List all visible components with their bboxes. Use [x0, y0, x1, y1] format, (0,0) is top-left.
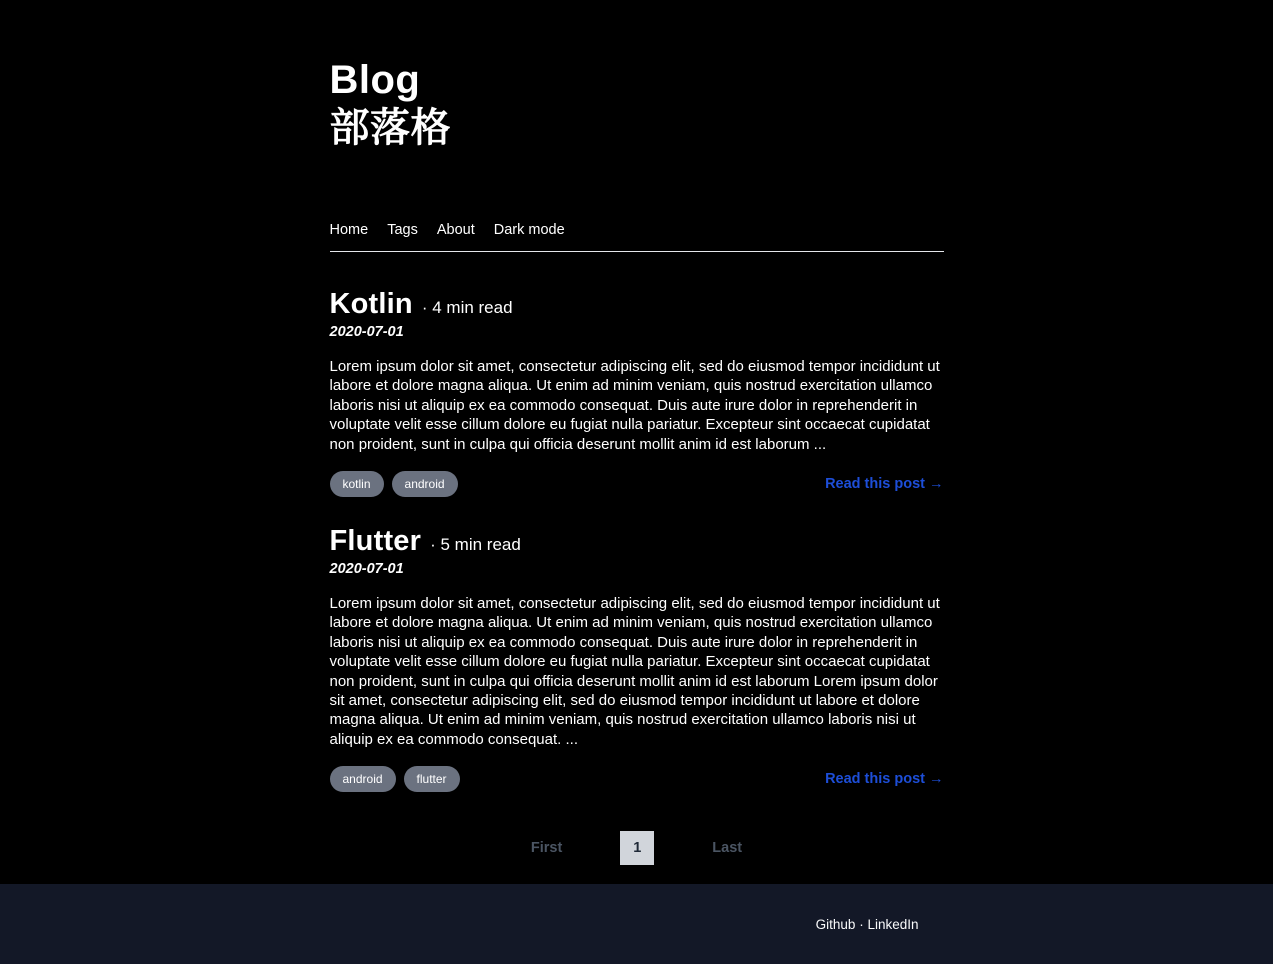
nav-link-home[interactable]: Home — [329, 222, 369, 238]
pagination-current-page[interactable]: 1 — [620, 831, 654, 865]
site-header — [330, 56, 944, 152]
post-excerpt: Lorem ipsum dolor sit amet, consectetur adipiscing elit, sed do eiusmod tempor incididunt ut labore et dolore magna aliqua. Ut enim ad minim veniam, quis nostrud exercitation ullamco laboris nisi ut aliquip ex ea commodo consequat. Duis aute irure dolor in reprehenderit in voluptate velit esse cillum dolore eu fugiat nulla pariatur. Excepteur sint occaecat cupidatat non proident, sunt in culpa qui officia deserunt mollit anim id est laborum ... — [329, 358, 940, 453]
read-post-link[interactable]: Read this post → — [825, 476, 944, 493]
main-nav — [330, 222, 944, 252]
footer-separator-dot: · — [859, 916, 864, 932]
post-footer — [330, 766, 944, 792]
post-read-time: · 4 min read — [421, 298, 513, 317]
tag-pill-kotlin[interactable]: kotlin — [330, 471, 384, 497]
pagination-first-link[interactable]: First — [530, 840, 563, 857]
nav-link-about[interactable]: About — [436, 222, 475, 238]
pagination — [330, 831, 944, 865]
site-title-line2: 部落格 — [329, 106, 451, 150]
linkedin-link[interactable]: LinkedIn — [867, 916, 919, 932]
post-heading — [330, 288, 944, 321]
post-title-link[interactable]: Kotlin — [329, 288, 413, 320]
post-list — [330, 288, 944, 792]
pagination-last-link[interactable]: Last — [712, 840, 743, 857]
footer-links — [330, 917, 944, 932]
site-title-line1: Blog — [329, 58, 421, 102]
post-title-link[interactable]: Flutter — [329, 525, 422, 558]
post-date: 2020-07-01 — [329, 561, 404, 578]
post-date: 2020-07-01 — [329, 324, 404, 340]
github-link[interactable]: Github — [815, 916, 856, 932]
tag-pill-android[interactable]: android — [392, 471, 458, 497]
read-post-link[interactable]: Read this post → — [825, 771, 944, 788]
post-excerpt: Lorem ipsum dolor sit amet, consectetur adipiscing elit, sed do eiusmod tempor incididunt ut labore et dolore magna aliqua. Ut enim ad minim veniam, quis nostrud exercitation ullamco laboris nisi ut aliquip ex ea commodo consequat. Duis aute irure dolor in reprehenderit in voluptate velit esse cillum dolore eu fugiat nulla pariatur. Excepteur sint occaecat cupidatat non proident, sunt in culpa qui officia deserunt mollit anim id est laborum Lorem ipsum dolor sit amet, consectetur adipiscing elit, sed do eiusmod tempor incididunt ut labore et dolore magna aliqua. Ut enim ad minim veniam, quis nostrud exercitation ullamco laboris nisi ut aliquip ex ea commodo consequat. ... — [329, 595, 940, 748]
dark-mode-toggle[interactable]: Dark mode — [493, 222, 565, 238]
post-heading — [330, 525, 944, 558]
tag-pill-flutter[interactable]: flutter — [404, 766, 460, 792]
post-card-flutter — [330, 525, 944, 792]
site-footer — [0, 884, 1273, 964]
site-title — [330, 56, 944, 152]
post-read-time: · 5 min read — [430, 535, 521, 555]
tag-list — [330, 471, 458, 497]
tag-list — [330, 766, 460, 792]
post-footer — [330, 471, 944, 497]
post-card-kotlin — [330, 288, 944, 497]
tag-pill-android[interactable]: android — [330, 766, 396, 792]
nav-link-tags[interactable]: Tags — [387, 222, 418, 238]
